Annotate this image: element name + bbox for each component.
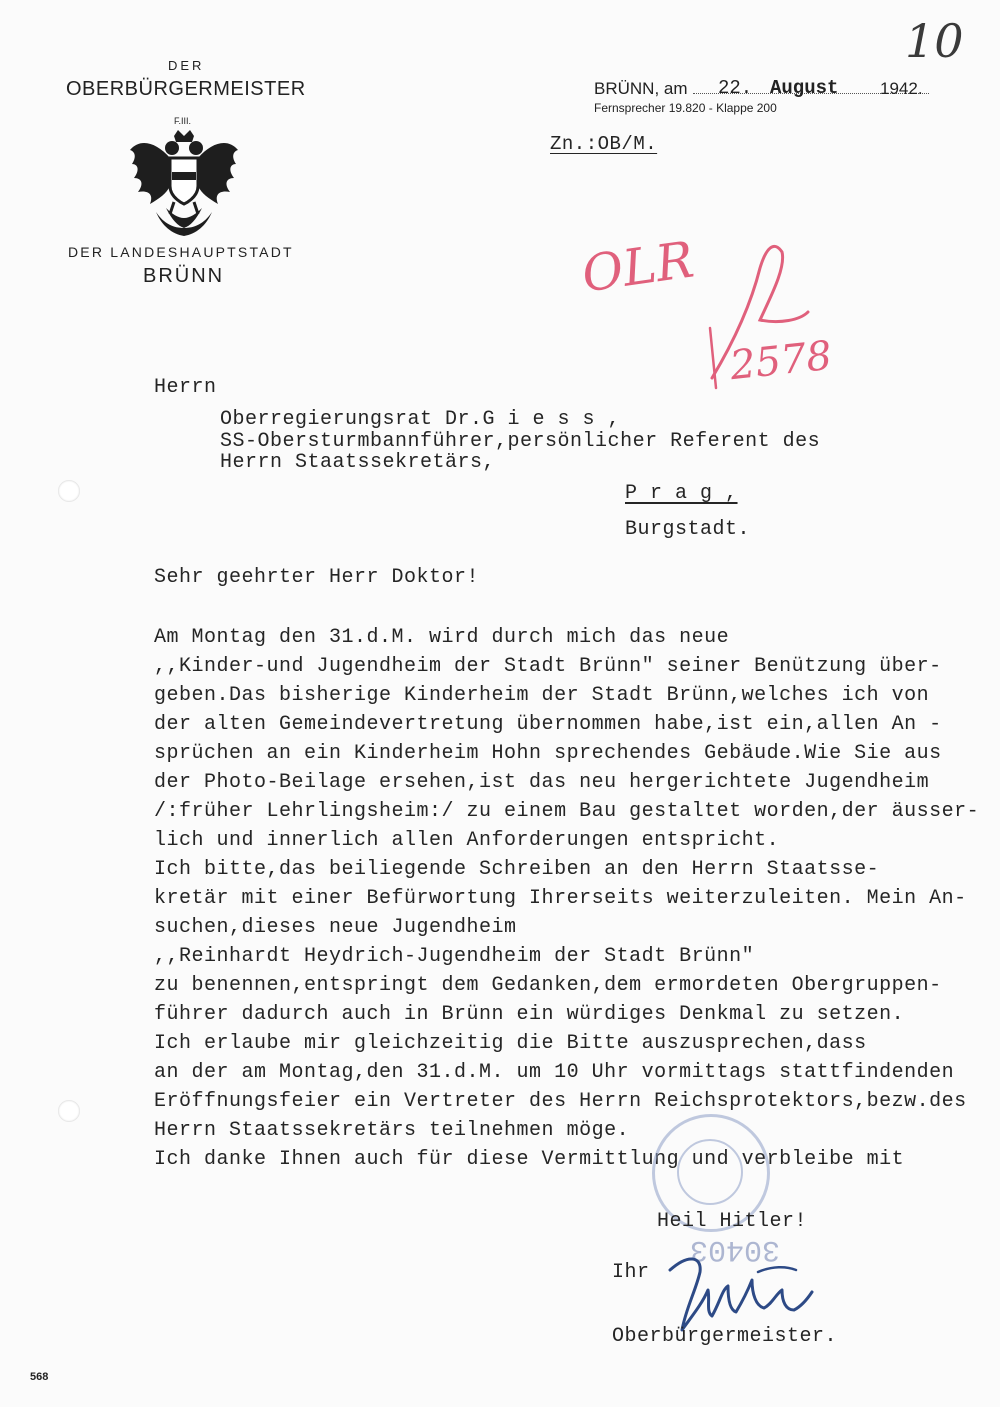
letterhead-city: BRÜNN	[143, 265, 225, 287]
body-line: Ich erlaube mir gleichzeitig die Bitte auszusprechen,dass	[154, 1032, 867, 1055]
stamp-number: 30403	[690, 1232, 781, 1266]
letterhead-title: OBERBÜRGERMEISTER	[66, 78, 306, 100]
signature-title: Oberbürgermeister.	[612, 1325, 838, 1348]
dateline-day: 22.	[718, 77, 753, 99]
letter-body	[154, 626, 984, 1186]
handwritten-number: 2578	[727, 332, 834, 390]
address-line-1: Oberregierungsrat Dr.G i e s s ,	[220, 408, 621, 431]
body-line: suchen,dieses neue Jugendheim	[154, 916, 517, 939]
letterhead-city-line: DER LANDESHAUPTSTADT	[68, 244, 294, 260]
dateline-month: August	[770, 77, 839, 99]
handwritten-note: OLR	[578, 230, 698, 304]
eagle-emblem-icon	[126, 128, 242, 240]
archive-number: 568	[30, 1371, 49, 1383]
body-line: Herrn Staatssekretärs teilnehmen möge.	[154, 1119, 630, 1142]
page-number: 10	[905, 14, 964, 68]
dateline-place: BRÜNN, am	[594, 79, 688, 98]
punch-hole-upper	[58, 480, 80, 502]
body-line: zu benennen,entspringt dem Gedanken,dem ermordeten Obergruppen-	[154, 974, 942, 997]
phone-line: Fernsprecher 19.820 - Klappe 200	[594, 101, 777, 115]
address-city: P r a g ,	[625, 482, 738, 505]
body-line: Am Montag den 31.d.M. wird durch mich das neue	[154, 626, 730, 649]
body-line: geben.Das bisherige Kinderheim der Stadt Brünn,welches ich von	[154, 684, 930, 707]
dateline-year: 1942.	[880, 79, 923, 98]
address-line-3: Herrn Staatssekretärs,	[220, 451, 496, 474]
body-line: sprüchen an ein Kinderheim Hohn sprechendes Gebäude.Wie Sie aus	[154, 742, 942, 765]
body-line: ,,Reinhardt Heydrich-Jugendheim der Stadt Brünn"	[154, 945, 755, 968]
body-line: /:früher Lehrlingsheim:/ zu einem Bau gestaltet worden,der äusser-	[154, 800, 980, 823]
body-line: führer dadurch auch in Brünn ein würdiges Denkmal zu setzen.	[154, 1003, 905, 1026]
closing-ihr: Ihr	[612, 1261, 650, 1284]
reference-code: Zn.:OB/M.	[550, 133, 658, 155]
greeting: Sehr geehrter Herr Doktor!	[154, 566, 480, 589]
body-line: an der am Montag,den 31.d.M. um 10 Uhr vormittags stattfindenden	[154, 1061, 955, 1084]
body-line: lich und innerlich allen Anforderungen entspricht.	[154, 829, 780, 852]
body-line: der Photo-Beilage ersehen,ist das neu hergerichtete Jugendheim	[154, 771, 930, 794]
body-line: der alten Gemeindevertretung übernommen habe,ist ein,allen An -	[154, 713, 942, 736]
emblem-label: F.III.	[174, 116, 192, 126]
address-salutation: Herrn	[154, 376, 217, 399]
punch-hole-lower	[58, 1100, 80, 1122]
address-district: Burgstadt.	[625, 518, 751, 541]
body-line: Ich bitte,das beiliegende Schreiben an den Herrn Staatsse-	[154, 858, 880, 881]
body-line: kretär mit einer Befürwortung Ihrerseits weiterzuleiten. Mein An-	[154, 887, 967, 910]
body-line: Ich danke Ihnen auch für diese Vermittlung und verbleibe mit	[154, 1148, 905, 1171]
letterhead-der: DER	[168, 58, 205, 73]
closing-heil: Heil Hitler!	[657, 1210, 808, 1233]
address-line-2: SS-Obersturmbannführer,persönlicher Referent des	[220, 430, 821, 453]
body-line: ,,Kinder-und Jugendheim der Stadt Brünn" seiner Benützung über-	[154, 655, 942, 678]
body-line: Eröffnungsfeier ein Vertreter des Herrn Reichsprotektors,bezw.des	[154, 1090, 967, 1113]
